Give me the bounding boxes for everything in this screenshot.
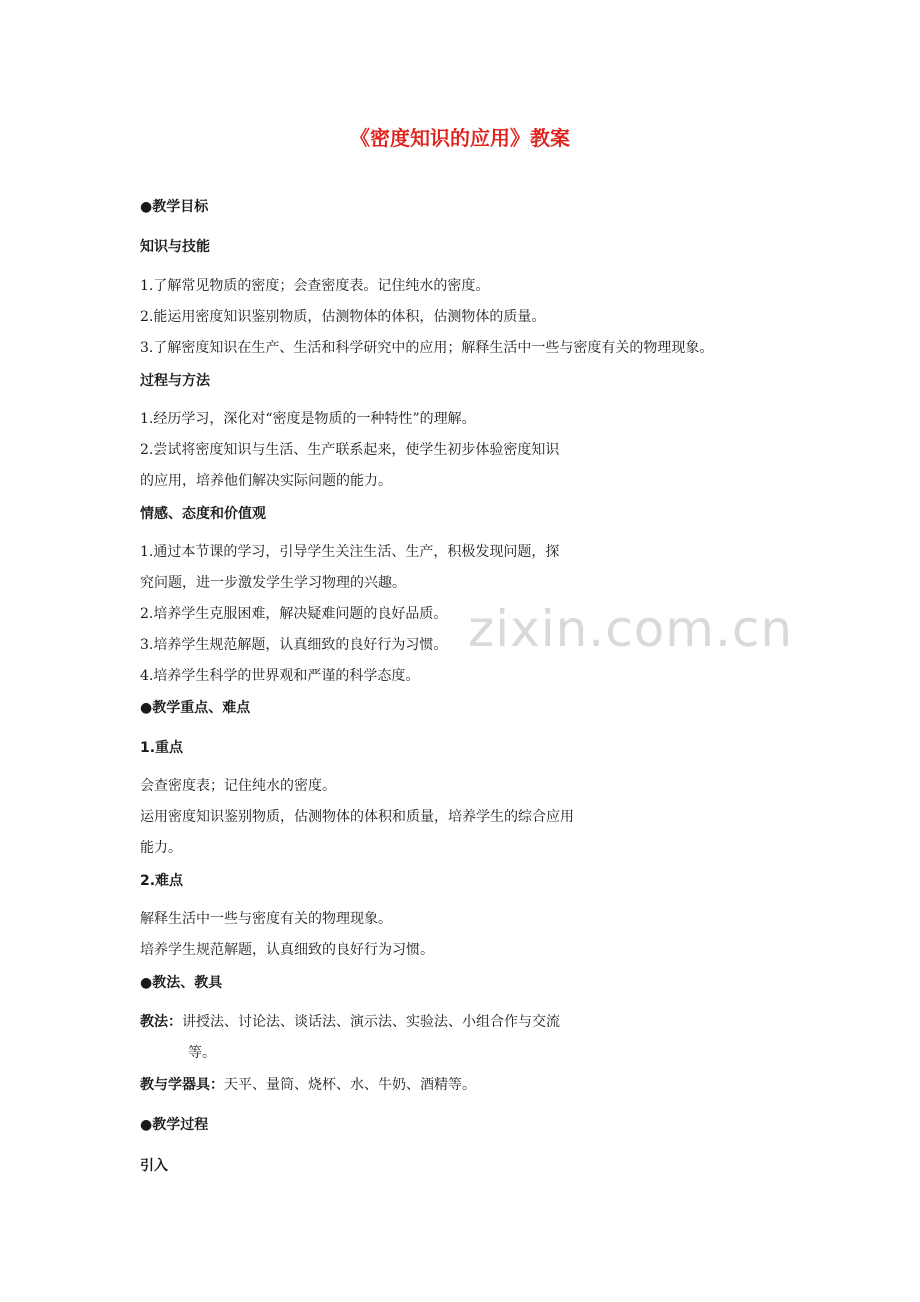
process2-heading: ●教学过程 [140, 1117, 209, 1133]
key-heading: ●教学重点、难点 [140, 700, 251, 716]
emotion-item: 4.培养学生科学的世界观和严谨的科学态度。 [140, 668, 420, 684]
method-text-continued: 等。 [188, 1045, 216, 1061]
page-title: 《密度知识的应用》教案 [350, 126, 570, 150]
watermark: zixin.com.cn [468, 600, 794, 658]
process-item: 的应用，培养他们解决实际问题的能力。 [140, 473, 392, 489]
tools-text: 天平、量筒、烧杯、水、牛奶、酒精等。 [224, 1077, 476, 1093]
key-subheading: 1.重点 [140, 740, 184, 756]
goals-heading: ●教学目标 [140, 199, 209, 215]
difficulty-item: 培养学生规范解题，认真细致的良好行为习惯。 [140, 942, 434, 958]
difficulty-subheading: 2.难点 [140, 873, 184, 889]
knowledge-item: 3.了解密度知识在生产、生活和科学研究中的应用；解释生活中一些与密度有关的物理现象。 [140, 340, 714, 356]
key-item: 运用密度知识鉴别物质，估测物体的体积和质量，培养学生的综合应用 [140, 809, 574, 825]
method-line [140, 1011, 560, 1031]
process-item: 2.尝试将密度知识与生活、生产联系起来，使学生初步体验密度知识 [140, 442, 560, 458]
difficulty-item: 解释生活中一些与密度有关的物理现象。 [140, 911, 392, 927]
process-item: 1.经历学习，深化对“密度是物质的一种特性”的理解。 [140, 411, 476, 427]
intro-heading: 引入 [140, 1158, 168, 1174]
key-item: 能力。 [140, 840, 182, 856]
emotion-item: 3.培养学生规范解题，认真细致的良好行为习惯。 [140, 637, 448, 653]
knowledge-item: 2.能运用密度知识鉴别物质，估测物体的体积，估测物体的质量。 [140, 309, 546, 325]
emotion-heading: 情感、态度和价值观 [140, 506, 266, 522]
tools-line [140, 1074, 476, 1094]
emotion-item: 2.培养学生克服困难，解决疑难问题的良好品质。 [140, 606, 448, 622]
knowledge-heading: 知识与技能 [140, 239, 210, 255]
process-heading: 过程与方法 [140, 373, 210, 389]
knowledge-item: 1.了解常见物质的密度；会查密度表。记住纯水的密度。 [140, 278, 490, 294]
key-item: 会查密度表；记住纯水的密度。 [140, 778, 336, 794]
emotion-item: 1.通过本节课的学习，引导学生关注生活、生产，积极发现问题，探 [140, 544, 560, 560]
method-text: 讲授法、讨论法、谈话法、演示法、实验法、小组合作与交流 [182, 1014, 560, 1030]
method-label: 教法： [140, 1014, 182, 1030]
method-heading: ●教法、教具 [140, 975, 223, 991]
emotion-item: 究问题，进一步激发学生学习物理的兴趣。 [140, 575, 406, 591]
tools-label: 教与学器具： [140, 1077, 224, 1093]
